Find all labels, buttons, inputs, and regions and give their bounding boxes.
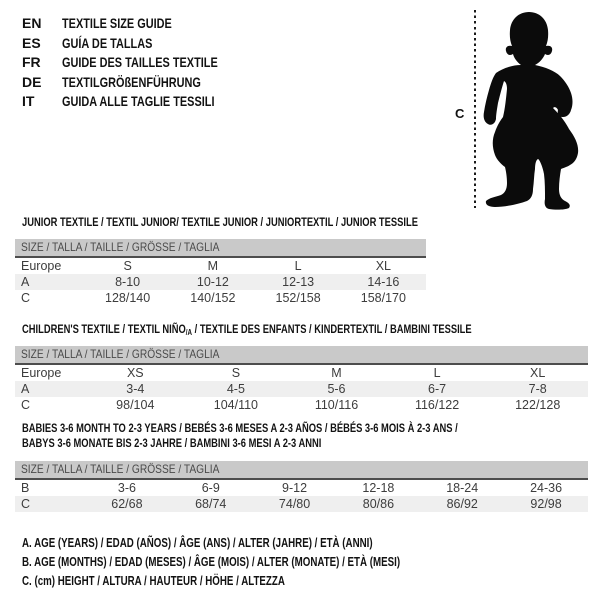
months-cell: 9-12 [282,481,308,495]
height-measure-label: C [455,106,465,121]
lang-code: ES [22,34,41,51]
age-cell: 7-8 [487,381,588,397]
age-cell: 6-7 [387,381,488,397]
lang-title: GUIDA ALLE TAGLIE TESSILI [62,93,215,109]
height-cell: 104/110 [213,398,259,412]
legend-footnotes [22,534,507,591]
age-cell: 3-4 [85,381,186,397]
babies-table-title: BABIES 3-6 MONTH TO 2-3 YEARS / BEBÉS 3-6 MESES A 2-3 AÑOS / BÉBÉS 3-6 MOIS À 2-3 ANS / BABYS 3-6 MONATE BIS 2-3 JAHRE / BAMBINI 3-6 MESI A 2-3 ANNI [22,421,458,450]
lang-title: TEXTILE SIZE GUIDE [62,15,172,31]
junior-table-title: JUNIOR TEXTILE / TEXTIL JUNIOR/ TEXTILE JUNIOR / JUNIORTEXTIL / JUNIOR TESSILE [22,215,418,229]
height-cell: 158/170 [360,291,406,305]
lang-title: GUÍA DE TALLAS [62,34,153,51]
size-cell: M [207,259,219,273]
height-cell: 68/74 [169,496,253,512]
height-cell: 116/122 [414,398,460,412]
lang-title: GUIDE DES TAILLES TEXTILE [62,54,218,70]
height-cell: 122/128 [515,398,561,412]
lang-title: TEXTILGRÖßENFÜHRUNG [62,73,201,90]
children-textile-table [15,322,588,413]
size-header-bar: SIZE / TALLA / TAILLE / GRÖSSE / TAGLIA [15,461,588,480]
height-cell: 74/80 [253,496,337,512]
height-cell: 86/92 [420,496,504,512]
table-row [15,258,426,274]
size-header-bar: SIZE / TALLA / TAILLE / GRÖSSE / TAGLIA [15,346,588,365]
size-header-bar: SIZE / TALLA / TAILLE / GRÖSSE / TAGLIA [15,239,426,258]
height-cell: 152/158 [275,291,321,305]
lang-row-en [22,14,262,34]
size-cell: L [433,366,441,380]
lang-row-es [22,34,262,54]
age-cell: 4-5 [186,381,287,397]
months-cell: 18-24 [446,481,479,495]
row-label: B [21,481,30,495]
nino-a-subscript: /A [185,328,193,337]
age-cell: 5-6 [286,381,387,397]
lang-code: FR [22,54,41,70]
height-cell: 62/68 [85,496,169,512]
size-cell: XL [530,366,546,380]
row-label: C [15,496,85,512]
age-cell: 14-16 [341,274,426,290]
babies-size-table [15,480,588,512]
babies-textile-table [15,421,588,512]
size-cell: S [123,259,132,273]
row-label: A [15,381,85,397]
months-cell: 24-36 [530,481,563,495]
lang-row-it [22,92,262,112]
size-cell: XL [375,259,392,273]
row-label: C [21,291,31,305]
table-row [15,496,588,512]
table-row [15,290,426,306]
height-cell: 92/98 [504,496,588,512]
table-row [15,365,588,381]
children-size-table [15,365,588,413]
size-cell: M [331,366,342,380]
months-cell: 3-6 [117,481,136,495]
junior-size-table [15,258,426,306]
table-row [15,274,426,290]
height-cell: 140/152 [190,291,236,305]
footnote-b: B. AGE (MONTHS) / EDAD (MESES) / ÂGE (MOIS) / ALTER (MONATE) / ETÀ (MESI) [22,555,401,569]
language-title-list [22,14,262,112]
table-row [15,480,588,496]
size-cell: S [231,366,241,380]
children-table-title: CHILDREN'S TEXTILE / TEXTIL NIÑO/A / TEXTILE DES ENFANTS / KINDERTEXTIL / BAMBINI TESSILE [22,322,472,337]
size-cell: L [294,259,302,273]
junior-textile-table [15,215,426,306]
footnote-c: C. (cm) HEIGHT / ALTURA / HAUTEUR / HÖHE / ALTEZZA [22,574,285,588]
row-label: Europe [21,259,62,273]
age-cell: 8-10 [85,274,170,290]
lang-code: IT [22,93,35,109]
table-row [15,381,588,397]
height-cell: 80/86 [336,496,420,512]
lang-row-de [22,73,262,93]
lang-row-fr [22,53,262,73]
lang-code: DE [22,73,42,90]
height-cell: 110/116 [314,398,359,412]
months-cell: 6-9 [201,481,220,495]
age-cell: 10-12 [170,274,255,290]
height-cell: 128/140 [105,291,151,305]
lang-code: EN [22,15,42,31]
row-label: C [21,398,31,412]
height-measure-dotted-line [474,10,476,208]
footnote-a: A. AGE (YEARS) / EDAD (AÑOS) / ÂGE (ANS) / ALTER (JAHRE) / ETÀ (ANNI) [22,536,373,550]
row-label: Europe [21,366,62,380]
age-cell: 12-13 [256,274,341,290]
toddler-silhouette-icon [483,10,593,210]
size-cell: XS [126,366,144,380]
row-label: A [15,274,85,290]
height-cell: 98/104 [116,398,155,412]
table-row [15,397,588,413]
months-cell: 12-18 [362,481,395,495]
